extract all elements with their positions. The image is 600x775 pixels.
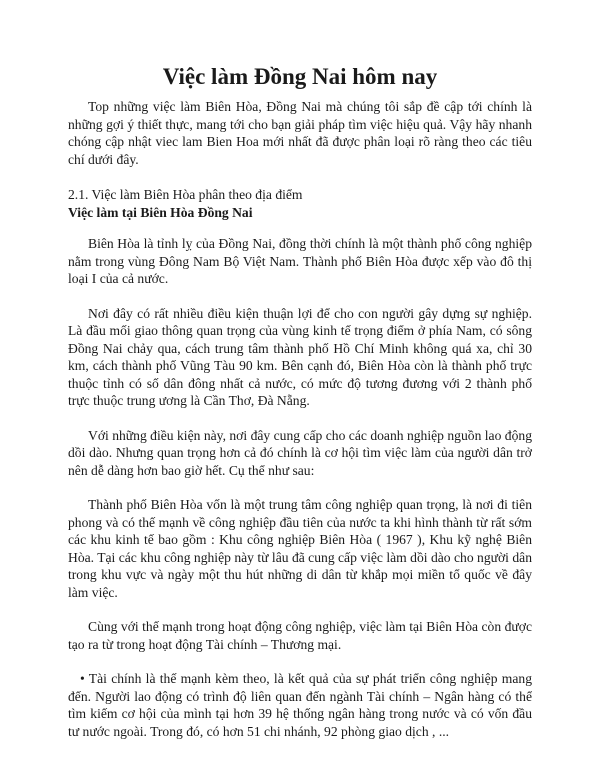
section-label: 2.1. Việc làm Biên Hòa phân theo địa điểm xyxy=(68,187,303,202)
document-page xyxy=(68,62,532,740)
paragraph-4: Thành phố Biên Hòa vốn là một trung tâm công nghiệp quan trọng, là nơi đi tiên phong và có thế mạnh về công nghiệp đầu tiên của nước ta khi hình thành từ rất sớm các khu kinh tế bao gồm : Khu công nghiệp Biên Hòa ( 1967 ), Khu kỹ nghệ Biên Hòa. Tại các khu công nghiệp này từ lâu đã cung cấp việc làm dồi dào cho người dân trong khu vực và ngày một thu hút những di dân từ khắp mọi miền tổ quốc về đây làm việc. xyxy=(68,497,532,600)
bullet-paragraph: • Tài chính là thế mạnh kèm theo, là kết quả của sự phát triển công nghiệp mang đến. Người lao động có trình độ liên quan đến ngành Tài chính – Ngân hàng có thể tìm kiếm cơ hội của mình tại hơn 39 hệ thống ngân hàng trong nước và có vốn đầu tư nước ngoài. Trong đó, có hơn 51 chi nhánh, 92 phòng giao dịch , ... xyxy=(68,671,532,739)
paragraph-1: Biên Hòa là tỉnh lỵ của Đồng Nai, đồng thời chính là một thành phố công nghiệp nằm trong vùng Đông Nam Bộ Việt Nam. Thành phố Biên Hòa được xếp vào đô thị loại I của cả nước. xyxy=(68,236,532,286)
paragraph-5: Cùng với thế mạnh trong hoạt động công nghiệp, việc làm tại Biên Hòa còn được tạo ra từ trong hoạt động Tài chính – Thương mại. xyxy=(68,619,532,652)
paragraph-3: Với những điều kiện này, nơi đây cung cấp cho các doanh nghiệp nguồn lao động dồi dào. Nhưng quan trọng hơn cả đó chính là cơ hội tìm việc làm của người dân trở nên dễ dàng hơn bao giờ hết. Cụ thể như sau: xyxy=(68,427,532,478)
intro-paragraph: Top những việc làm Biên Hòa, Đồng Nai mà chúng tôi sắp đề cập tới chính là những gợi ý thiết thực, mang tới cho bạn giải pháp tìm việc hiệu quả. Vậy hãy nhanh chóng cập nhật viec lam Bien Hoa mới nhất đã được phân loại rõ ràng theo các tiêu chí dưới đây. xyxy=(68,99,532,167)
section-subheading: Việc làm tại Biên Hòa Đồng Nai xyxy=(68,204,253,220)
paragraph-2: Nơi đây có rất nhiều điều kiện thuận lợi để cho con người gây dựng sự nghiệp. Là đầu mối giao thông quan trọng của vùng kinh tế trọng điểm ở phía Nam, có sông Đồng Nai chảy qua, cách trung tâm thành phố Hồ Chí Minh không quá xa, chỉ 30 km, cách thành phố Vũng Tàu 90 km. Bên cạnh đó, Biên Hòa còn là thành phố trực thuộc tỉnh có số dân đông nhất cả nước, có mức độ tương đương với 2 thành phố trực thuộc trung ương là Cần Thơ, Đà Nẵng. xyxy=(68,305,532,408)
page-title: Việc làm Đồng Nai hôm nay xyxy=(162,64,438,89)
